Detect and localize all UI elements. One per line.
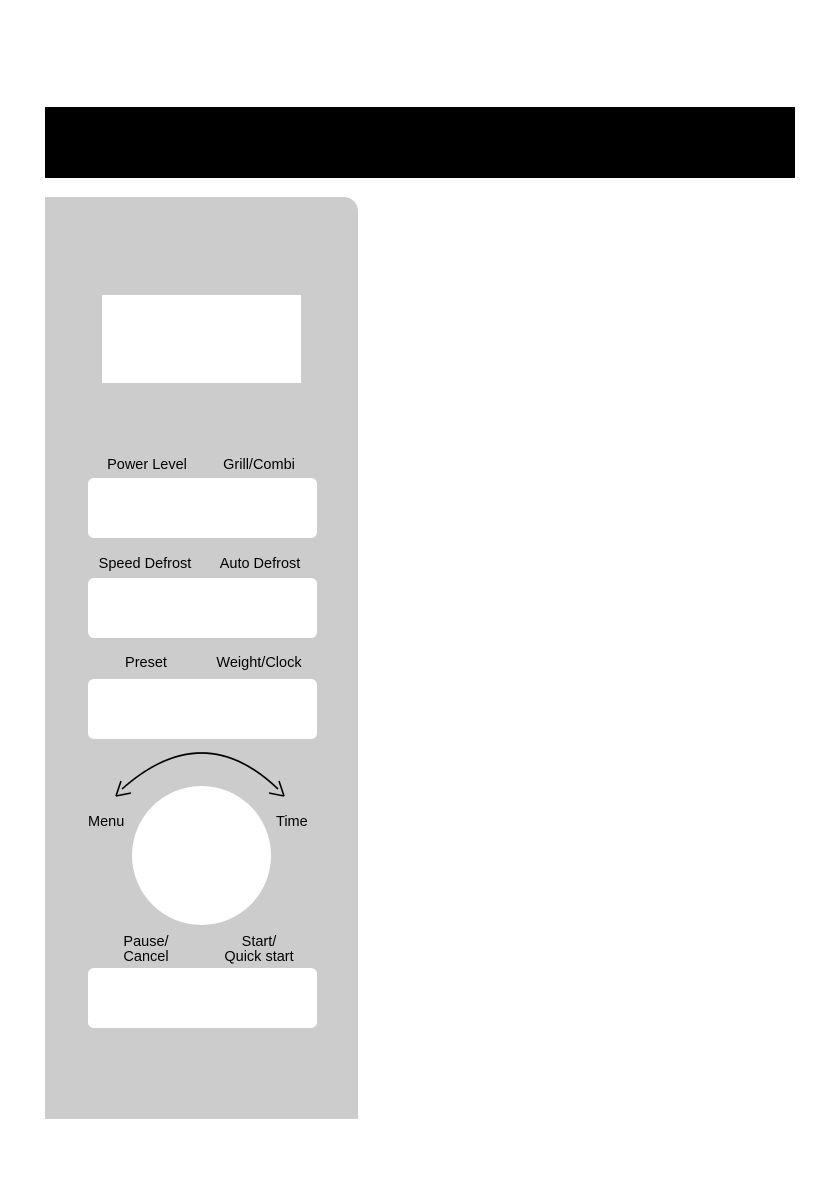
preset-weight-button-row[interactable] [88, 679, 317, 739]
weight-clock-label: Weight/Clock [216, 655, 302, 671]
menu-label: Menu [88, 814, 125, 830]
auto-defrost-label: Auto Defrost [219, 556, 301, 572]
speed-defrost-label: Speed Defrost [98, 556, 192, 572]
start-label-line2: Quick start [224, 949, 294, 965]
pause-cancel-label [123, 935, 168, 965]
pause-label-line1: Pause/ [123, 934, 169, 950]
display-window [102, 295, 301, 383]
defrost-button-row[interactable] [88, 578, 317, 638]
preset-label: Preset [125, 655, 167, 671]
power-level-label: Power Level [107, 457, 187, 473]
grill-combi-label: Grill/Combi [223, 457, 295, 473]
time-label: Time [276, 814, 308, 830]
header-bar [45, 107, 795, 178]
pause-start-button-row[interactable] [88, 968, 317, 1028]
start-label-line1: Start/ [241, 934, 277, 950]
power-grill-button-row[interactable] [88, 478, 317, 538]
control-dial[interactable] [132, 786, 271, 925]
control-panel [45, 197, 358, 1119]
pause-label-line2: Cancel [123, 949, 169, 965]
start-quick-label [224, 935, 293, 965]
